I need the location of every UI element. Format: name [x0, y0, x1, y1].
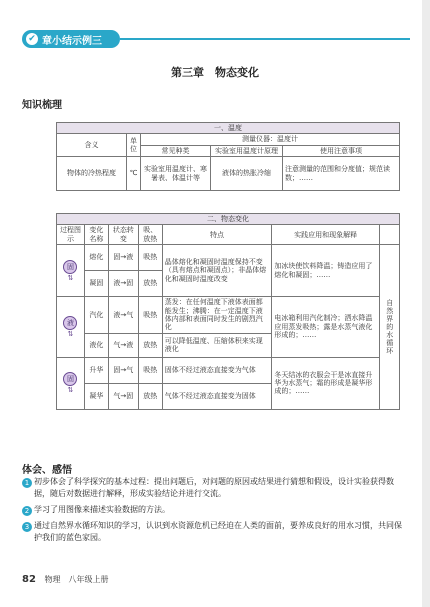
solid-circle-icon: 固	[63, 260, 77, 274]
sublimation-diagram	[57, 357, 85, 409]
col-process-icon: 过程图示	[57, 225, 85, 245]
melting-applications: 加冰块使饮料降温；铸造应用了熔化和凝固；……	[272, 245, 380, 297]
sublimation-state: 固→气	[108, 357, 138, 383]
vaporization-heat: 吸热	[138, 297, 162, 334]
types-cell: 实验室用温度计、寒暑表、体温计等	[141, 157, 211, 191]
arrow-icon: ⇅	[67, 329, 74, 338]
chapter-summary-header	[22, 30, 410, 48]
melting-state: 固→液	[108, 245, 138, 271]
col-usage: 使用注意事项	[283, 145, 400, 156]
phase-band: 二、物态变化	[57, 214, 400, 225]
badge-label: 章小结示例三	[42, 35, 102, 47]
book-title: 物理 八年级上册	[44, 575, 109, 584]
section-knowledge: 知识梳理	[22, 100, 62, 111]
vaporization-applications: 电冰箱利用汽化制冷；洒水降温应用蒸发吸热；露是水蒸气液化形成的；……	[272, 297, 380, 358]
unit-cell: ℃	[127, 157, 141, 191]
deposition-name: 凝华	[84, 383, 108, 409]
liquid-circle-icon: 液	[63, 316, 77, 330]
note-item: 通过自然界水循环知识的学习，认识到水资源危机已经迫在人类的面前，要养成良好的用水习惯，共同保护我们的蓝色家园。	[34, 521, 402, 542]
solidify-heat: 放热	[138, 271, 162, 297]
page-number: 82	[22, 574, 36, 585]
page-edge	[422, 0, 430, 607]
check-icon: ✔	[26, 33, 38, 45]
temperature-band: 一、温度	[57, 123, 400, 134]
deposition-state: 气→固	[108, 383, 138, 409]
solid-circle-icon: 固	[63, 372, 77, 386]
vaporization-diagram	[57, 297, 85, 358]
sublimation-feature: 固体不经过液态直接变为气体	[162, 357, 272, 383]
col-instrument: 测量仪器：温度计	[141, 134, 400, 145]
arrow-icon: ⇅	[67, 273, 74, 282]
vaporization-state: 液→气	[108, 297, 138, 334]
note-number: 2	[22, 506, 32, 516]
header-rule	[120, 38, 410, 40]
chapter-summary-badge	[22, 30, 120, 48]
col-definition: 含义	[57, 134, 127, 157]
col-working: 实验室用温度计原理	[211, 145, 283, 156]
melting-feature: 晶体熔化和凝固时温度保持不变（具有熔点和凝固点）；非晶体熔化和凝固时温度改变	[162, 245, 272, 297]
condensation-feature: 可以降低温度、压缩体积来实现液化	[162, 333, 272, 357]
col-feature: 特点	[162, 225, 272, 245]
arrow-icon: ⇅	[67, 386, 74, 395]
note-item: 学习了用图像来描述实验数据的方法。	[34, 505, 170, 514]
col-types: 常见种类	[141, 145, 211, 156]
condensation-heat: 放热	[138, 333, 162, 357]
col-change-name: 变化名称	[84, 225, 108, 245]
note-number: 1	[22, 478, 32, 488]
page-footer	[22, 574, 108, 585]
working-cell: 液体的热胀冷缩	[211, 157, 283, 191]
col-heat: 吸、放热	[138, 225, 162, 245]
note-item: 初步体会了科学探究的基本过程：提出问题后，对问题的原因或结果进行猜想和假设，设计实验获得数据，随后对数据进行解释，形成实验结论并进行交流。	[34, 477, 394, 498]
definition-cell: 物体的冷热程度	[57, 157, 127, 191]
col-state-change: 状态转变	[108, 225, 138, 245]
water-cycle-note: 自然界的水循环	[379, 245, 399, 410]
phase-change-table	[56, 213, 400, 410]
deposition-heat: 放热	[138, 383, 162, 409]
vaporization-name: 汽化	[84, 297, 108, 334]
sublimation-name: 升华	[84, 357, 108, 383]
sublimation-heat: 吸热	[138, 357, 162, 383]
melting-diagram	[57, 245, 85, 297]
col-applications: 实践应用和现象解释	[272, 225, 380, 245]
solidify-state: 液→固	[108, 271, 138, 297]
melting-heat: 吸热	[138, 245, 162, 271]
note-number: 3	[22, 522, 32, 532]
sublimation-applications: 冬天结冰的衣服会干是冰直接升华为水蒸气；霜的形成是凝华形成的；……	[272, 357, 380, 409]
melting-name: 熔化	[84, 245, 108, 271]
col-unit: 单位	[127, 134, 141, 157]
usage-cell: 注意测量的范围和分度值；规范读数；……	[283, 157, 400, 191]
section-reflection: 体会、感悟	[22, 465, 72, 476]
temperature-table	[56, 122, 400, 191]
deposition-feature: 气体不经过液态直接变为固体	[162, 383, 272, 409]
vaporization-feature: 蒸发：在任何温度下液体表面都能发生；沸腾：在一定温度下液体内部和表面同时发生的剧烈汽化	[162, 297, 272, 334]
condensation-state: 气→液	[108, 333, 138, 357]
chapter-title: 第三章 物态变化	[171, 66, 259, 79]
condensation-name: 液化	[84, 333, 108, 357]
solidify-name: 凝固	[84, 271, 108, 297]
